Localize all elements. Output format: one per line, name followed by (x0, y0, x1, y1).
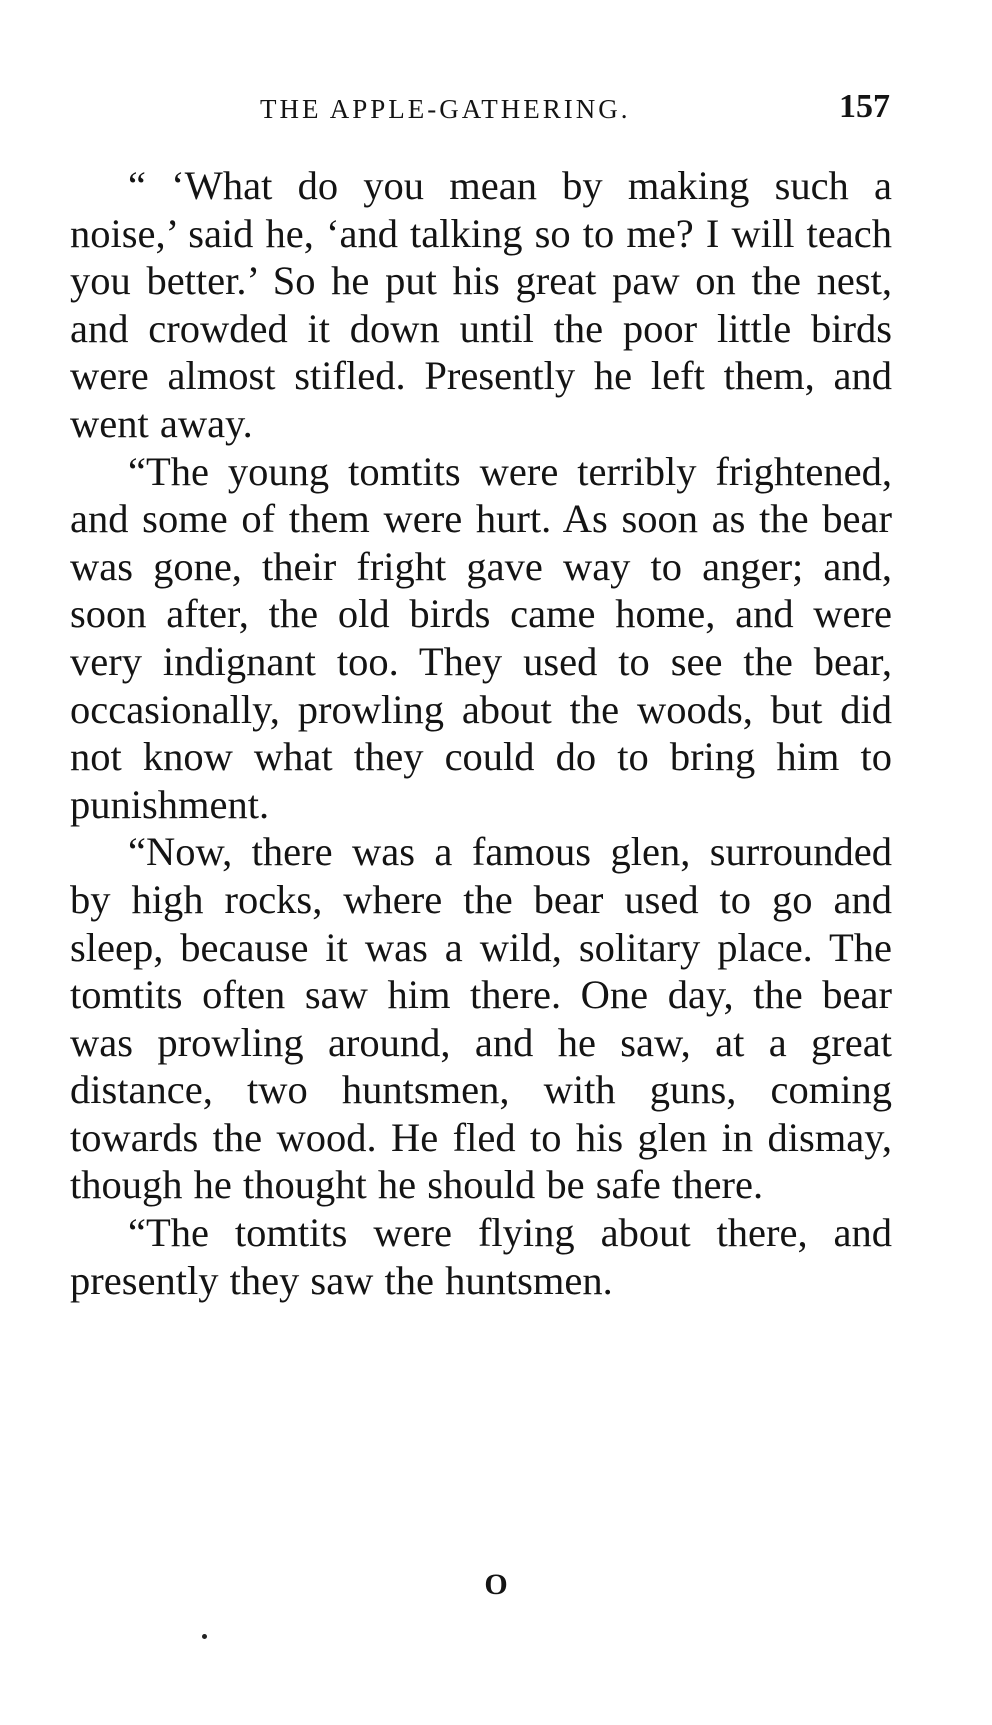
ink-speck (202, 1634, 207, 1639)
body-text (70, 162, 892, 1304)
paragraph-1: “ ‘What do you mean by making such a noise,’ said he, ‘and talking so to me? I will teach you better.’ So he put his great paw on the nest, and crowded it down until the poor little birds were almost stifled. Presently he left them, and went away. (70, 163, 892, 446)
running-head (70, 88, 892, 138)
page-number: 157 (839, 88, 890, 125)
paragraph-3: “Now, there was a famous glen, surrounded by high rocks, where the bear used to go and sleep, because it was a wild, solitary place. The tomtits often saw him there. One day, the bear was prowling around, and he saw, at a great distance, two huntsmen, with guns, coming towards the wood. He fled to his glen in dismay, though he thought he should be safe there. (70, 829, 892, 1208)
signature-mark: O (484, 1568, 508, 1601)
paragraph-2: “The young tomtits were terribly frightened, and some of them were hurt. As soon as the bear was gone, their fright gave way to anger; and, soon after, the old birds came home, and were very indignant too. They used to see the bear, occasionally, prowling about the woods, but did not know what they could do to bring him to punishment. (70, 448, 892, 827)
running-title: THE APPLE-GATHERING. (260, 94, 631, 124)
paragraph-4: “The tomtits were flying about there, and presently they saw the huntsmen. (70, 1210, 892, 1303)
